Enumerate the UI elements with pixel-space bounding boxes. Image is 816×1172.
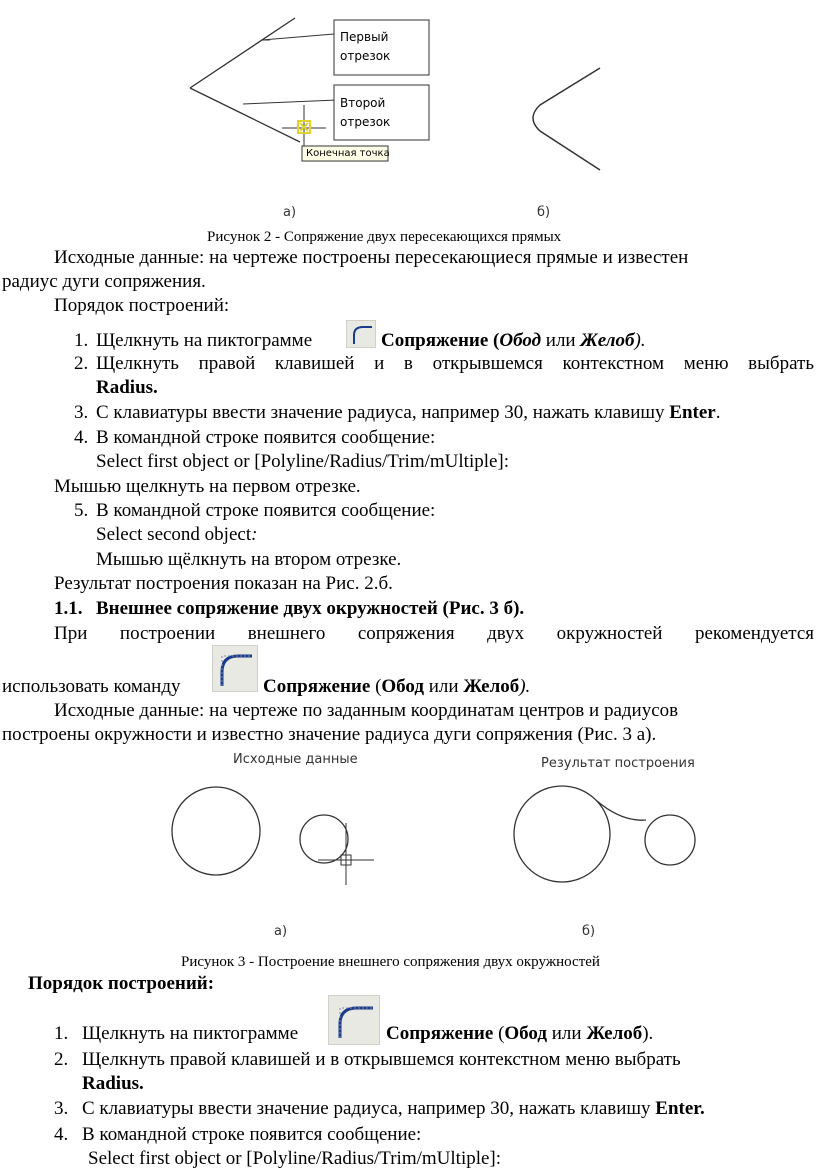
big-circle-left [172, 787, 260, 875]
list1-item5-text: В командной строке появится сообщение: [96, 500, 436, 521]
figure-3-label-b: б) [582, 924, 596, 939]
fillet-icon-large[interactable] [212, 645, 258, 692]
fillet-icon-list2[interactable] [328, 995, 380, 1045]
figure-2-label-b: б) [537, 205, 551, 220]
figure-2-drawing [0, 0, 816, 215]
list1-item4-number: 4. [74, 427, 89, 448]
filleted-lines [533, 68, 600, 170]
list1-item1-command: Сопряжение (Обод или Желоб). [381, 330, 646, 351]
source-data-line-2: радиус дуги сопряжения. [2, 271, 206, 292]
list2-item1-text: Щелкнуть на пиктограмме [82, 1023, 299, 1044]
callout-second-line-2: отрезок [340, 115, 391, 129]
list1-item4-text: В командной строке появится сообщение: [96, 427, 436, 448]
list1-item5-command: Select second object: [96, 524, 258, 545]
list1-item1-number: 1. [74, 330, 89, 351]
external-fillet-line-2-command: Сопряжение (Обод или Желоб). [263, 676, 531, 697]
list2-item2-option: Radius. [82, 1073, 144, 1094]
list1-item5-number: 5. [74, 500, 89, 521]
big-circle-right [514, 786, 610, 882]
order-heading-2: Порядок построений: [28, 973, 215, 994]
callout-second-line-1: Второй [340, 96, 386, 110]
list2-item2-number: 2. [54, 1049, 69, 1070]
figure-3-label-a: а) [274, 924, 288, 939]
small-circle-right [645, 815, 695, 865]
section-number: 1.1. [54, 598, 83, 619]
list1-item3-text: С клавиатуры ввести значение радиуса, например 30, нажать клавишу Enter. [96, 402, 721, 423]
list1-item2-text: Щелкнуть правой клавишей и в открывшемся контекстном меню выбрать [96, 353, 814, 374]
figure-3-title-left: Исходные данные [233, 752, 358, 767]
list2-item4-text: В командной строке появится сообщение: [82, 1124, 422, 1145]
list1-item1-text: Щелкнуть на пиктограмме [96, 330, 313, 351]
external-fillet-line-1: При построении внешнего сопряжения двух окружностей рекомендуется [54, 623, 814, 644]
source-data-2-line-2: построены окружности и известно значение радиуса дуги сопряжения (Рис. 3 а). [2, 724, 657, 745]
figure-3-drawing [0, 770, 816, 920]
figure-2-label-a: а) [283, 205, 297, 220]
list1-item4-command: Select first object or [Polyline/Radius/Trim/mUltiple]: [96, 451, 510, 472]
list2-item4-command: Select first object or [Polyline/Radius/Trim/mUltiple]: [88, 1148, 502, 1169]
section-title: Внешнее сопряжение двух окружностей (Рис. 3 б). [96, 598, 525, 619]
callout-first-line-1: Первый [340, 30, 389, 44]
list2-item4-number: 4. [54, 1124, 69, 1145]
list2-item2-text: Щелкнуть правой клавишей и в открывшемся контекстном меню выбрать [82, 1049, 681, 1070]
list1-item2-number: 2. [74, 353, 89, 374]
callout-first-line-2: отрезок [340, 49, 391, 63]
list2-item1-command: Сопряжение (Обод или Желоб). [386, 1023, 654, 1044]
result-line: Результат построения показан на Рис. 2.б. [54, 573, 393, 594]
list2-item3-number: 3. [54, 1098, 69, 1119]
list2-item1-number: 1. [54, 1023, 69, 1044]
source-data-2-line-1: Исходные данные: на чертеже по заданным координатам центров и радиусов [54, 700, 679, 721]
fillet-icon[interactable] [346, 320, 376, 348]
list1-item2-option: Radius. [96, 377, 158, 398]
list1-item5-after: Мышью щёлкнуть на втором отрезке. [96, 549, 402, 570]
tooltip-text: Конечная точка [306, 148, 390, 159]
external-fillet-line-2-text: использовать команду [2, 676, 181, 697]
figure-3-title-right: Результат построения [541, 756, 695, 771]
source-data-line-1: Исходные данные: на чертеже построены пересекающиеся прямые и известен [54, 247, 689, 268]
list2-item3-text: С клавиатуры ввести значение радиуса, например 30, нажать клавишу Enter. [82, 1098, 705, 1119]
list1-item3-number: 3. [74, 402, 89, 423]
figure-2-caption: Рисунок 2 - Сопряжение двух пересекающихся прямых [207, 229, 562, 245]
figure-3-caption: Рисунок 3 - Построение внешнего сопряжения двух окружностей [181, 954, 600, 970]
order-heading: Порядок построений: [54, 295, 230, 316]
list1-after-item4: Мышью щелкнуть на первом отрезке. [54, 476, 361, 497]
